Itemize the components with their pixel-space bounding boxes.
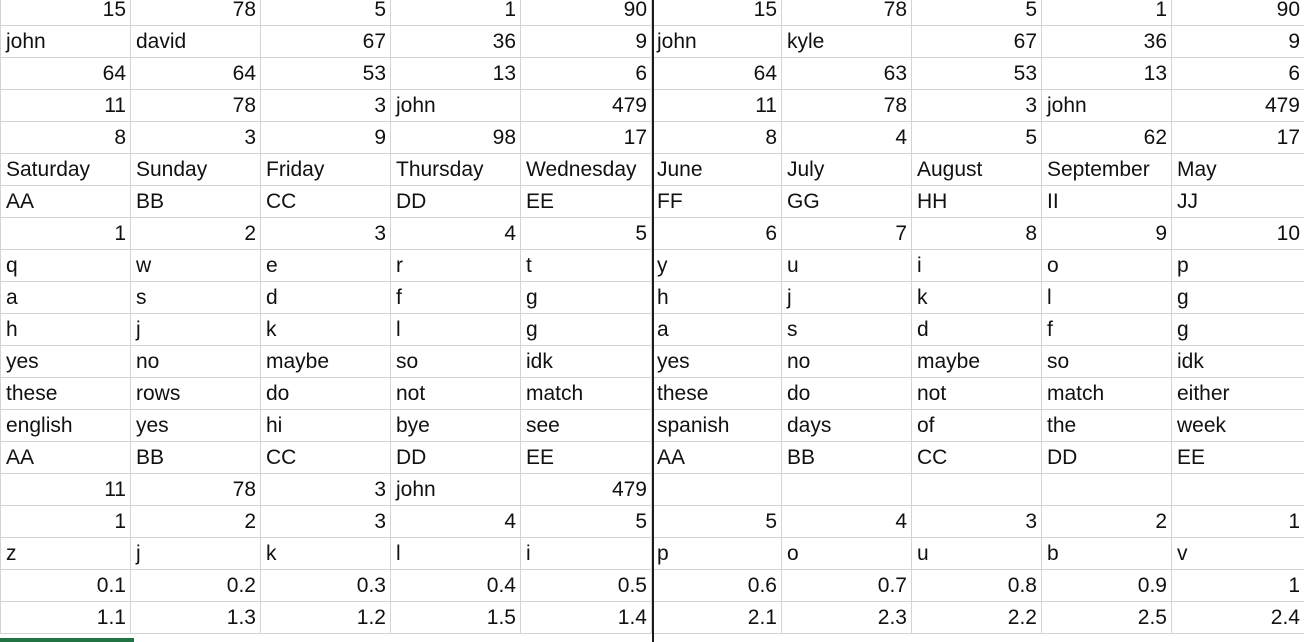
cell[interactable]: of [912,410,1042,442]
cell[interactable]: a [1,282,131,314]
cell[interactable] [1172,474,1304,506]
cell[interactable]: maybe [261,346,391,378]
cell[interactable]: idk [1172,346,1304,378]
cell[interactable]: 11 [1,474,131,506]
cell[interactable]: 2 [131,506,261,538]
cell[interactable]: 17 [1172,122,1304,154]
cell[interactable]: 2.5 [1042,602,1172,634]
cell[interactable]: e [261,250,391,282]
cell[interactable]: these [652,378,782,410]
cell[interactable]: english [1,410,131,442]
cell[interactable]: maybe [912,346,1042,378]
cell[interactable]: a [652,314,782,346]
cell[interactable]: 10 [1172,218,1304,250]
cell[interactable]: AA [1,442,131,474]
cell[interactable]: July [782,154,912,186]
cell[interactable]: 78 [782,0,912,26]
column-divider-line [652,0,654,642]
cell[interactable]: see [521,410,652,442]
cell[interactable] [652,474,782,506]
cell[interactable]: 4 [782,506,912,538]
cell[interactable]: 0.9 [1042,570,1172,602]
cell[interactable]: 479 [521,474,652,506]
cell[interactable]: 1.2 [261,602,391,634]
cell[interactable]: i [521,538,652,570]
cell[interactable]: 2 [1042,506,1172,538]
cell[interactable]: p [1172,250,1304,282]
cell[interactable]: 3 [261,506,391,538]
cell[interactable]: d [912,314,1042,346]
cell[interactable]: days [782,410,912,442]
cell[interactable]: 8 [1,122,131,154]
cell[interactable]: john [652,26,782,58]
cell[interactable]: 1 [391,0,521,26]
cell[interactable]: GG [782,186,912,218]
cell[interactable]: HH [912,186,1042,218]
cell[interactable]: 9 [261,122,391,154]
cell[interactable]: these [1,378,131,410]
cell[interactable]: f [391,282,521,314]
cell[interactable]: 479 [1172,90,1304,122]
cell[interactable]: DD [391,442,521,474]
cell[interactable]: 1 [1172,570,1304,602]
cell[interactable]: 1.4 [521,602,652,634]
cell[interactable]: EE [521,186,652,218]
cell[interactable]: 1 [1172,506,1304,538]
cell[interactable]: BB [782,442,912,474]
cell[interactable]: so [1042,346,1172,378]
cell[interactable]: 0.5 [521,570,652,602]
cell[interactable]: 17 [521,122,652,154]
cell[interactable]: Wednesday [521,154,652,186]
cell[interactable]: 5 [521,506,652,538]
cell[interactable]: BB [131,442,261,474]
cell[interactable]: s [782,314,912,346]
cell[interactable]: f [1042,314,1172,346]
cell[interactable]: either [1172,378,1304,410]
cell[interactable]: 78 [131,90,261,122]
cell[interactable]: j [782,282,912,314]
cell[interactable]: spanish [652,410,782,442]
cell[interactable] [1042,474,1172,506]
cell[interactable]: j [131,314,261,346]
cell[interactable]: 3 [912,506,1042,538]
cell[interactable]: 11 [652,90,782,122]
cell[interactable]: AA [1,186,131,218]
cell[interactable]: 36 [1042,26,1172,58]
cell[interactable]: DD [1042,442,1172,474]
cell[interactable]: 13 [391,58,521,90]
cell[interactable]: 3 [912,90,1042,122]
cell[interactable]: 0.3 [261,570,391,602]
cell[interactable]: FF [652,186,782,218]
cell[interactable]: 64 [131,58,261,90]
cell[interactable]: y [652,250,782,282]
cell[interactable]: k [912,282,1042,314]
cell[interactable]: bye [391,410,521,442]
cell[interactable]: 8 [652,122,782,154]
cell[interactable]: 2.1 [652,602,782,634]
cell[interactable]: CC [261,442,391,474]
cell[interactable]: 4 [782,122,912,154]
cell[interactable]: August [912,154,1042,186]
cell[interactable]: 15 [1,0,131,26]
cell[interactable]: 90 [1172,0,1304,26]
cell[interactable]: 4 [391,218,521,250]
cell[interactable]: May [1172,154,1304,186]
cell[interactable]: 0.2 [131,570,261,602]
cell[interactable]: so [391,346,521,378]
cell[interactable]: 78 [131,474,261,506]
cell[interactable]: g [1172,314,1304,346]
cell[interactable]: CC [912,442,1042,474]
cell[interactable]: Thursday [391,154,521,186]
cell[interactable]: 15 [652,0,782,26]
cell[interactable]: john [1,26,131,58]
cell[interactable]: 1 [1,218,131,250]
cell[interactable]: 64 [652,58,782,90]
cell[interactable] [912,474,1042,506]
cell[interactable]: 1.1 [1,602,131,634]
cell[interactable]: June [652,154,782,186]
cell[interactable]: 53 [912,58,1042,90]
cell[interactable]: CC [261,186,391,218]
cell[interactable]: u [912,538,1042,570]
cell[interactable]: 63 [782,58,912,90]
cell[interactable]: 7 [782,218,912,250]
cell[interactable]: idk [521,346,652,378]
cell[interactable]: 0.4 [391,570,521,602]
cell[interactable]: 2.2 [912,602,1042,634]
cell[interactable]: t [521,250,652,282]
cell[interactable]: 1.3 [131,602,261,634]
cell[interactable]: p [652,538,782,570]
cell[interactable]: no [782,346,912,378]
cell[interactable]: 2 [131,218,261,250]
cell[interactable]: 67 [912,26,1042,58]
cell[interactable]: 2.4 [1172,602,1304,634]
cell[interactable]: o [1042,250,1172,282]
cell[interactable]: 13 [1042,58,1172,90]
cell[interactable]: 9 [1042,218,1172,250]
cell[interactable]: 0.8 [912,570,1042,602]
cell[interactable]: o [782,538,912,570]
cell[interactable]: z [1,538,131,570]
cell[interactable]: 9 [1172,26,1304,58]
cell[interactable]: r [391,250,521,282]
cell[interactable]: 1.5 [391,602,521,634]
cell[interactable]: k [261,314,391,346]
cell[interactable]: 6 [652,218,782,250]
cell[interactable]: the [1042,410,1172,442]
cell[interactable]: EE [1172,442,1304,474]
cell[interactable]: match [1042,378,1172,410]
cell[interactable]: 3 [131,122,261,154]
cell[interactable]: II [1042,186,1172,218]
cell[interactable]: no [131,346,261,378]
cell[interactable]: 5 [912,0,1042,26]
cell[interactable]: do [782,378,912,410]
cell[interactable]: 1 [1042,0,1172,26]
cell[interactable]: u [782,250,912,282]
cell[interactable]: d [261,282,391,314]
cell[interactable]: i [912,250,1042,282]
cell[interactable]: 3 [261,474,391,506]
cell[interactable]: john [391,90,521,122]
cell[interactable]: rows [131,378,261,410]
cell[interactable]: l [1042,282,1172,314]
cell[interactable]: Friday [261,154,391,186]
cell[interactable]: AA [652,442,782,474]
cell[interactable]: 5 [261,0,391,26]
cell[interactable]: 3 [261,218,391,250]
cell[interactable]: 67 [261,26,391,58]
cell[interactable]: david [131,26,261,58]
cell[interactable]: EE [521,442,652,474]
cell[interactable]: g [1172,282,1304,314]
cell[interactable]: do [261,378,391,410]
cell[interactable]: john [1042,90,1172,122]
cell[interactable]: 0.6 [652,570,782,602]
cell[interactable]: 6 [521,58,652,90]
cell[interactable]: 78 [131,0,261,26]
active-cell-indicator [0,638,134,642]
cell[interactable]: h [1,314,131,346]
cell[interactable]: Saturday [1,154,131,186]
cell[interactable]: h [652,282,782,314]
cell[interactable]: not [391,378,521,410]
cell[interactable]: v [1172,538,1304,570]
cell[interactable]: 0.1 [1,570,131,602]
cell[interactable]: not [912,378,1042,410]
cell[interactable]: 36 [391,26,521,58]
cell[interactable]: john [391,474,521,506]
cell[interactable]: 5 [912,122,1042,154]
cell[interactable]: DD [391,186,521,218]
cell[interactable]: September [1042,154,1172,186]
cell[interactable]: 90 [521,0,652,26]
cell[interactable]: hi [261,410,391,442]
cell[interactable]: b [1042,538,1172,570]
cell[interactable]: 98 [391,122,521,154]
cell[interactable]: match [521,378,652,410]
cell[interactable]: g [521,282,652,314]
cell[interactable]: 9 [521,26,652,58]
cell[interactable]: week [1172,410,1304,442]
cell[interactable]: yes [131,410,261,442]
cell[interactable]: w [131,250,261,282]
cell[interactable]: BB [131,186,261,218]
cell[interactable]: JJ [1172,186,1304,218]
cell[interactable]: yes [1,346,131,378]
cell[interactable]: kyle [782,26,912,58]
cell[interactable]: 4 [391,506,521,538]
cell[interactable]: 62 [1042,122,1172,154]
cell[interactable]: 78 [782,90,912,122]
cell[interactable]: 11 [1,90,131,122]
cell[interactable]: g [521,314,652,346]
cell[interactable]: l [391,538,521,570]
cell[interactable]: yes [652,346,782,378]
cell[interactable]: 3 [261,90,391,122]
cell[interactable]: 2.3 [782,602,912,634]
cell[interactable]: k [261,538,391,570]
cell[interactable]: 8 [912,218,1042,250]
cell[interactable]: 64 [1,58,131,90]
cell[interactable]: 5 [652,506,782,538]
cell[interactable]: 0.7 [782,570,912,602]
cell[interactable]: q [1,250,131,282]
cell[interactable]: s [131,282,261,314]
cell[interactable]: 6 [1172,58,1304,90]
cell[interactable]: 1 [1,506,131,538]
cell[interactable]: Sunday [131,154,261,186]
cell[interactable]: l [391,314,521,346]
cell[interactable]: 479 [521,90,652,122]
cell[interactable]: 5 [521,218,652,250]
cell[interactable]: j [131,538,261,570]
cell[interactable] [782,474,912,506]
cell[interactable]: 53 [261,58,391,90]
